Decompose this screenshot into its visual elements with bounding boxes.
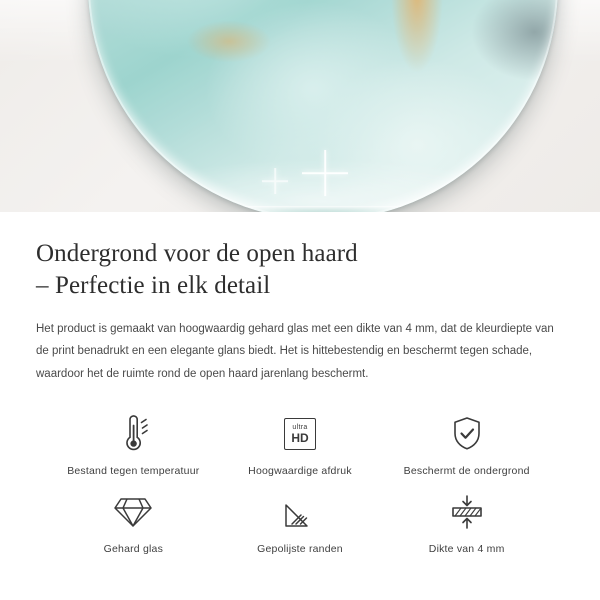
feature-item-surface-protection xyxy=(383,411,550,477)
hero-image xyxy=(0,0,600,212)
content-section xyxy=(0,212,600,555)
feature-label: Bestand tegen temperatuur xyxy=(67,465,200,478)
feature-item-polished-edges xyxy=(217,489,384,555)
feature-item-tempered-glass xyxy=(50,489,217,555)
glass-disc-product xyxy=(88,0,558,212)
feature-label: Beschermt de ondergrond xyxy=(403,465,530,478)
headline-line-2: – Perfectie in elk detail xyxy=(36,272,271,299)
feature-label: Gehard glas xyxy=(103,543,164,556)
thermometer-icon xyxy=(116,411,150,457)
polished-edges-icon xyxy=(282,489,318,535)
headline-line-1: Ondergrond voor de open haard xyxy=(36,240,358,267)
feature-grid xyxy=(36,411,564,555)
diamond-icon xyxy=(113,489,153,535)
ultra-hd-badge-bottom: HD xyxy=(291,431,309,446)
feature-label: Hoogwaardige afdruk xyxy=(248,465,352,478)
feature-label: Gepolijste randen xyxy=(257,543,343,556)
ultra-hd-icon xyxy=(284,411,316,457)
page-title xyxy=(36,238,564,302)
feature-item-print-quality xyxy=(217,411,384,477)
feature-label: Dikte van 4 mm xyxy=(428,543,505,556)
body-paragraph: Het product is gemaakt van hoogwaardig gehard glas met een dikte van 4 mm, dat de kleurdiepte van de print benadrukt en een elegante glans biedt. Het is hittebestendig en beschermt tegen schade, waardoor het de ruimte rond de open haard jarenlang beschermt. xyxy=(36,323,554,380)
shield-check-icon xyxy=(450,411,484,457)
thickness-arrows-icon xyxy=(447,489,487,535)
feature-item-thickness xyxy=(383,489,550,555)
ultra-hd-badge-top: ultra xyxy=(292,424,308,432)
feature-item-temperature xyxy=(50,411,217,477)
